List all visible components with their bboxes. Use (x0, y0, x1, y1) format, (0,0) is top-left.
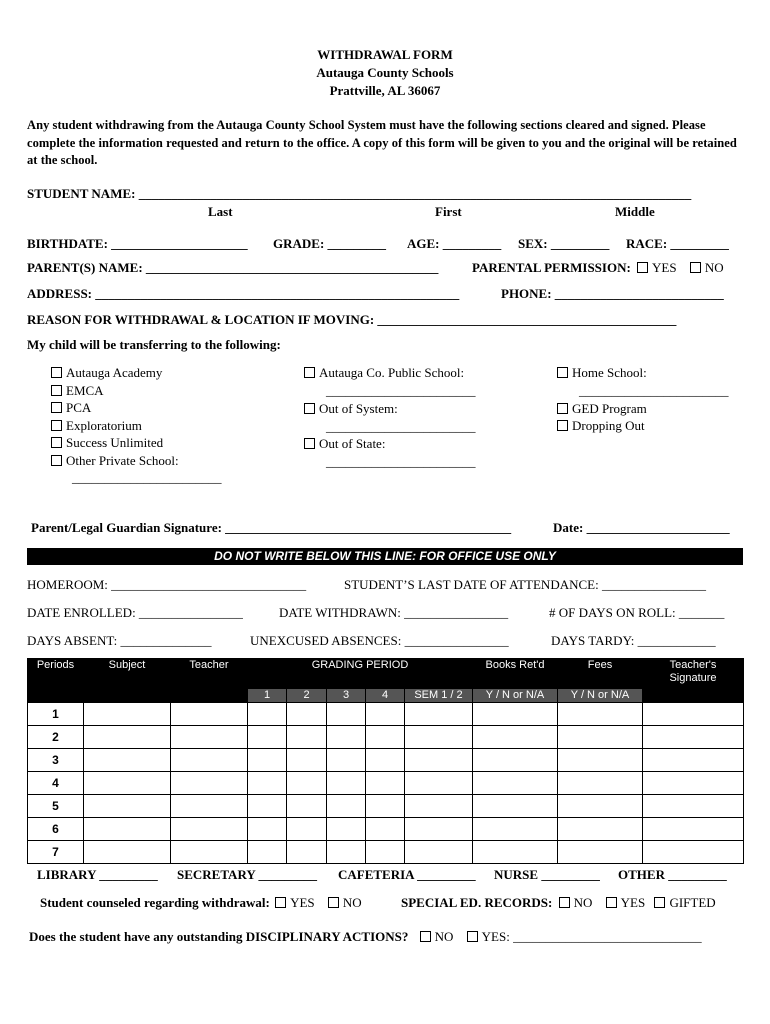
table-cell[interactable] (84, 726, 171, 749)
parental-permission-label: PARENTAL PERMISSION: (472, 260, 631, 275)
checkbox[interactable] (304, 367, 315, 378)
period-number: 2 (28, 726, 84, 749)
period-number: 3 (28, 749, 84, 772)
table-cell[interactable] (287, 726, 327, 749)
col-books: Books Ret'd (473, 659, 558, 689)
home-school-line[interactable]: _______________________ (579, 383, 729, 398)
table-cell[interactable] (248, 726, 287, 749)
table-cell[interactable] (558, 818, 643, 841)
parental-permission (472, 260, 724, 276)
form-title: WITHDRAWAL FORM (317, 47, 453, 62)
table-cell[interactable] (171, 703, 248, 726)
checkbox[interactable] (51, 402, 62, 413)
counseled-label: Student counseled regarding withdrawal: (40, 895, 270, 910)
permission-no-label: NO (704, 260, 724, 275)
table-cell[interactable] (405, 749, 473, 772)
special-ed-label: SPECIAL ED. RECORDS: (401, 895, 553, 910)
table-row (28, 726, 744, 749)
guardian-signature-field[interactable]: Parent/Legal Guardian Signature: ____________________________________________ (31, 520, 512, 535)
option-autauga-academy[interactable]: Autauga Academy (51, 365, 222, 383)
table-cell[interactable] (405, 795, 473, 818)
address-field[interactable]: ADDRESS: ________________________________________________________ (27, 286, 460, 301)
course-clearance-table (27, 658, 744, 864)
checkbox[interactable] (51, 455, 62, 466)
table-cell[interactable] (405, 703, 473, 726)
checkbox[interactable] (557, 367, 568, 378)
col-semester: SEM 1 / 2 (405, 689, 473, 703)
age-field[interactable]: AGE: _________ (407, 236, 502, 251)
secretary-clearance[interactable]: SECRETARY _________ (177, 867, 318, 882)
table-cell[interactable] (287, 795, 327, 818)
option-ged[interactable]: GED Program (557, 401, 647, 417)
out-of-state-line[interactable]: _______________________ (326, 454, 476, 469)
table-cell[interactable] (84, 795, 171, 818)
days-tardy-field[interactable]: DAYS TARDY: ____________ (551, 633, 716, 648)
option-out-of-system[interactable]: Out of System: (304, 401, 398, 417)
table-cell[interactable] (248, 795, 287, 818)
period-number: 5 (28, 795, 84, 818)
table-cell[interactable] (473, 772, 558, 795)
table-cell[interactable] (558, 772, 643, 795)
table-cell[interactable] (327, 703, 366, 726)
col-fees-sub: Y / N or N/A (558, 689, 643, 703)
middle-caption: Middle (615, 204, 655, 219)
table-row (28, 841, 744, 864)
discipline-no-checkbox[interactable] (420, 931, 431, 942)
col-teacher: Teacher (171, 659, 248, 703)
option-dropping-out[interactable]: Dropping Out (557, 418, 645, 434)
birthdate-field[interactable]: BIRTHDATE: _____________________ (27, 236, 248, 251)
col-fees: Fees (558, 659, 643, 689)
table-cell[interactable] (643, 772, 744, 795)
discipline-yes-checkbox[interactable] (467, 931, 478, 942)
period-number: 7 (28, 841, 84, 864)
table-cell[interactable] (558, 726, 643, 749)
option-home-school[interactable]: Home School: (557, 365, 647, 381)
counseled-row: Student counseled regarding withdrawal: YES NO (40, 895, 362, 910)
table-cell[interactable] (84, 749, 171, 772)
nurse-clearance[interactable]: NURSE _________ (494, 867, 600, 882)
table-cell[interactable] (558, 795, 643, 818)
table-cell[interactable] (366, 703, 405, 726)
table-cell[interactable] (327, 841, 366, 864)
table-cell[interactable] (84, 772, 171, 795)
table-cell[interactable] (643, 841, 744, 864)
table-cell[interactable] (171, 841, 248, 864)
table-cell[interactable] (473, 841, 558, 864)
table-cell[interactable] (248, 772, 287, 795)
table-cell[interactable] (84, 818, 171, 841)
col-grade-3: 3 (327, 689, 366, 703)
table-cell[interactable] (405, 726, 473, 749)
out-of-system-line[interactable]: _______________________ (326, 419, 476, 434)
permission-yes-label: YES (652, 260, 677, 275)
phone-field[interactable]: PHONE: __________________________ (501, 286, 724, 301)
reason-field[interactable]: REASON FOR WITHDRAWAL & LOCATION IF MOVING: ______________________________________________ (27, 312, 677, 327)
col-grading-period: GRADING PERIOD (248, 659, 473, 689)
col-grade-2: 2 (287, 689, 327, 703)
col-teacher-signature: Teacher's Signature (643, 659, 744, 703)
special-ed-yes-checkbox[interactable] (606, 897, 617, 908)
table-cell[interactable] (248, 841, 287, 864)
table-cell[interactable] (366, 726, 405, 749)
discipline-label: Does the student have any outstanding DISCIPLINARY ACTIONS? (29, 929, 409, 944)
option-success-unlimited[interactable]: Success Unlimited (51, 435, 222, 453)
last-caption: Last (208, 204, 233, 219)
table-cell[interactable] (84, 841, 171, 864)
checkbox[interactable] (304, 438, 315, 449)
table-cell[interactable] (405, 841, 473, 864)
table-cell[interactable] (643, 749, 744, 772)
col-books-sub: Y / N or N/A (473, 689, 558, 703)
parent-name-field[interactable]: PARENT(S) NAME: _____________________________________________ (27, 260, 439, 275)
option-public-school[interactable]: Autauga Co. Public School: (304, 365, 464, 381)
table-cell[interactable] (643, 703, 744, 726)
table-cell[interactable] (171, 726, 248, 749)
office-use-banner: DO NOT WRITE BELOW THIS LINE: FOR OFFICE USE ONLY (27, 548, 743, 565)
grade-field[interactable]: GRADE: _________ (273, 236, 387, 251)
district-location: Prattville, AL 36067 (329, 83, 441, 98)
race-field[interactable]: RACE: _________ (626, 236, 729, 251)
counseled-no-checkbox[interactable] (328, 897, 339, 908)
days-absent-field[interactable]: DAYS ABSENT: ______________ (27, 633, 212, 648)
transfer-list-private (51, 365, 222, 488)
period-number: 1 (28, 703, 84, 726)
table-cell[interactable] (473, 818, 558, 841)
checkbox[interactable] (51, 437, 62, 448)
table-cell[interactable] (171, 795, 248, 818)
checkbox[interactable] (557, 420, 568, 431)
checkbox[interactable] (51, 420, 62, 431)
table-cell[interactable] (287, 818, 327, 841)
district-name: Autauga County Schools (316, 65, 454, 80)
table-cell[interactable] (405, 818, 473, 841)
table-cell[interactable] (248, 749, 287, 772)
table-cell[interactable] (171, 749, 248, 772)
option-other-private[interactable]: Other Private School: (51, 453, 222, 471)
special-ed-row: SPECIAL ED. RECORDS: NO YES GIFTED (401, 895, 716, 910)
table-cell[interactable] (171, 818, 248, 841)
table-cell[interactable] (327, 795, 366, 818)
table-cell[interactable] (327, 818, 366, 841)
table-cell[interactable] (405, 772, 473, 795)
option-emca[interactable]: EMCA (51, 383, 222, 401)
table-cell[interactable] (473, 749, 558, 772)
counseled-yes-checkbox[interactable] (275, 897, 286, 908)
discipline-row: Does the student have any outstanding DISCIPLINARY ACTIONS? NO YES: _____________________________ (29, 929, 702, 944)
table-row (28, 795, 744, 818)
intro-paragraph: Any student withdrawing from the Autauga County School System must have the following sections cleared and signed. Please complete the information requested and return to the office. A copy of this form will be given to you and the original will be retained at the school. (27, 118, 737, 167)
days-on-roll-field[interactable]: # OF DAYS ON ROLL: _______ (549, 605, 725, 620)
first-caption: First (435, 204, 462, 219)
table-row (28, 772, 744, 795)
sex-field[interactable]: SEX: _________ (518, 236, 610, 251)
table-cell[interactable] (366, 818, 405, 841)
table-cell[interactable] (558, 703, 643, 726)
special-ed-gifted-checkbox[interactable] (654, 897, 665, 908)
table-cell[interactable] (171, 772, 248, 795)
permission-no-checkbox[interactable] (690, 262, 701, 273)
option-exploratorium[interactable]: Exploratorium (51, 418, 222, 436)
table-cell[interactable] (558, 841, 643, 864)
student-name-label: STUDENT NAME: _____________________________________________________________________________________ (27, 186, 692, 201)
table-cell[interactable] (287, 772, 327, 795)
table-cell[interactable] (287, 749, 327, 772)
col-grade-4: 4 (366, 689, 405, 703)
discipline-yes-field[interactable]: YES: _____________________________ (481, 929, 702, 944)
table-cell[interactable] (366, 749, 405, 772)
table-cell[interactable] (327, 726, 366, 749)
table-cell[interactable] (287, 703, 327, 726)
student-name-field[interactable]: _____________________________________________________________________________________ (138, 186, 692, 201)
checkbox[interactable] (304, 403, 315, 414)
period-number: 6 (28, 818, 84, 841)
table-cell[interactable] (473, 703, 558, 726)
table-cell[interactable] (366, 772, 405, 795)
transfer-label: My child will be transferring to the following: (27, 337, 281, 352)
table-row (28, 749, 744, 772)
signature-date-field[interactable]: Date: ______________________ (553, 520, 730, 535)
table-cell[interactable] (643, 795, 744, 818)
table-cell[interactable] (248, 703, 287, 726)
date-withdrawn-field[interactable]: DATE WITHDRAWN: ________________ (279, 605, 509, 620)
checkbox[interactable] (51, 385, 62, 396)
table-cell[interactable] (473, 726, 558, 749)
unexcused-absences-field[interactable]: UNEXCUSED ABSENCES: ________________ (250, 633, 509, 648)
table-row (28, 703, 744, 726)
col-subject: Subject (84, 659, 171, 703)
permission-yes-checkbox[interactable] (637, 262, 648, 273)
table-cell[interactable] (84, 703, 171, 726)
table-cell[interactable] (327, 749, 366, 772)
table-cell[interactable] (248, 818, 287, 841)
library-clearance[interactable]: LIBRARY _________ (37, 867, 158, 882)
col-periods: Periods (28, 659, 84, 703)
special-ed-no-checkbox[interactable] (559, 897, 570, 908)
table-cell[interactable] (366, 841, 405, 864)
table-cell[interactable] (287, 841, 327, 864)
other-clearance[interactable]: OTHER _________ (618, 867, 727, 882)
table-cell[interactable] (643, 726, 744, 749)
checkbox[interactable] (557, 403, 568, 414)
col-grade-1: 1 (248, 689, 287, 703)
table-cell[interactable] (473, 795, 558, 818)
cafeteria-clearance[interactable]: CAFETERIA _________ (338, 867, 476, 882)
option-out-of-state[interactable]: Out of State: (304, 436, 385, 452)
option-pca[interactable]: PCA (51, 400, 222, 418)
table-cell[interactable] (366, 795, 405, 818)
date-enrolled-field[interactable]: DATE ENROLLED: ________________ (27, 605, 243, 620)
table-row (28, 818, 744, 841)
last-attendance-field[interactable]: STUDENT’S LAST DATE OF ATTENDANCE: ________________ (344, 577, 706, 592)
other-private-line[interactable]: _______________________ (72, 470, 222, 485)
homeroom-field[interactable]: HOMEROOM: ______________________________ (27, 577, 307, 592)
public-school-line[interactable]: _______________________ (326, 383, 476, 398)
table-cell[interactable] (327, 772, 366, 795)
table-cell[interactable] (558, 749, 643, 772)
table-cell[interactable] (643, 818, 744, 841)
period-number: 4 (28, 772, 84, 795)
checkbox[interactable] (51, 367, 62, 378)
